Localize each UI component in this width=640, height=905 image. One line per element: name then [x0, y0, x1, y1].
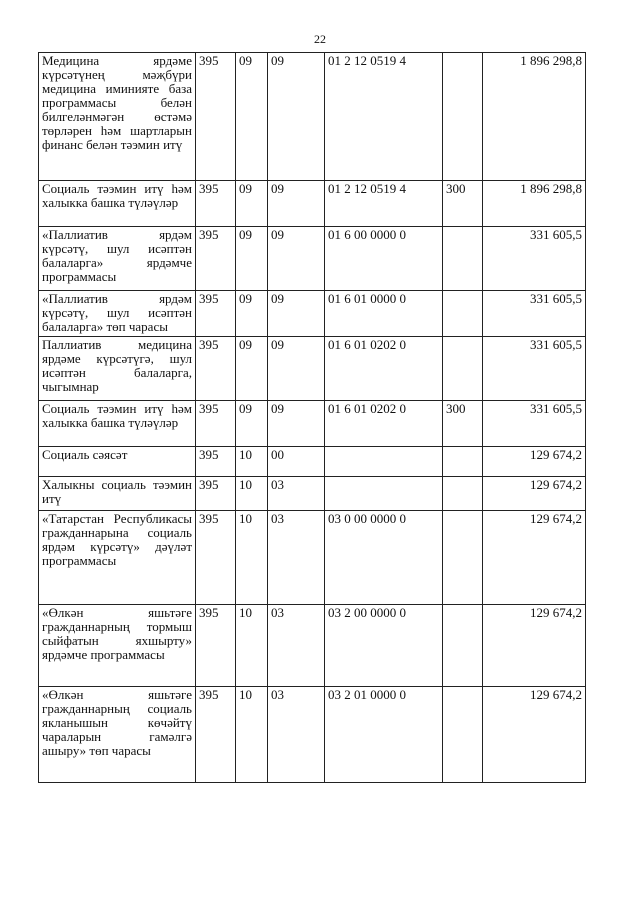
ministry-code-cell: 395 [196, 511, 236, 605]
target-article-cell: 01 2 12 0519 4 [325, 181, 443, 227]
expense-type-cell [443, 337, 483, 401]
expense-type-cell [443, 687, 483, 783]
subsection-code-cell: 09 [268, 181, 325, 227]
subsection-code-cell: 09 [268, 227, 325, 291]
row-name-cell: «Өлкән яшьтәге гражданнарның социаль якланышын көчәйтү чараларын гамәлгә ашыру» төп чарасы [39, 687, 196, 783]
amount-cell: 129 674,2 [483, 605, 586, 687]
section-code-cell: 09 [236, 53, 268, 181]
table-row [39, 477, 586, 511]
target-article-cell: 01 6 00 0000 0 [325, 227, 443, 291]
row-name-cell: Социаль сәясәт [39, 447, 196, 477]
amount-cell: 331 605,5 [483, 337, 586, 401]
table-row [39, 687, 586, 783]
row-name-cell: Халыкны социаль тәэмин итү [39, 477, 196, 511]
amount-cell: 129 674,2 [483, 687, 586, 783]
table-row [39, 337, 586, 401]
ministry-code-cell: 395 [196, 53, 236, 181]
target-article-cell: 01 2 12 0519 4 [325, 53, 443, 181]
section-code-cell: 09 [236, 227, 268, 291]
row-name-cell: Медицина ярдәме күрсәтүнең мәҗбүри медицина иминияте база программасы белән билгеләнмәгән өстәмә төрләрен һәм шартларын финанс белән тәэмин итү [39, 53, 196, 181]
table-row [39, 401, 586, 447]
ministry-code-cell: 395 [196, 337, 236, 401]
table-row [39, 291, 586, 337]
row-name-cell: «Паллиатив ярдәм күрсәтү, шул исәптән балаларга» төп чарасы [39, 291, 196, 337]
expense-type-cell [443, 227, 483, 291]
ministry-code-cell: 395 [196, 227, 236, 291]
ministry-code-cell: 395 [196, 181, 236, 227]
expense-type-cell [443, 511, 483, 605]
row-name-cell: Социаль тәэмин итү һәм халыкка башка түләүләр [39, 181, 196, 227]
target-article-cell: 01 6 01 0000 0 [325, 291, 443, 337]
amount-cell: 1 896 298,8 [483, 181, 586, 227]
target-article-cell: 03 0 00 0000 0 [325, 511, 443, 605]
ministry-code-cell: 395 [196, 401, 236, 447]
ministry-code-cell: 395 [196, 291, 236, 337]
subsection-code-cell: 09 [268, 291, 325, 337]
ministry-code-cell: 395 [196, 687, 236, 783]
section-code-cell: 09 [236, 291, 268, 337]
target-article-cell: 01 6 01 0202 0 [325, 337, 443, 401]
target-article-cell [325, 447, 443, 477]
subsection-code-cell: 09 [268, 337, 325, 401]
expense-type-cell [443, 605, 483, 687]
amount-cell: 129 674,2 [483, 447, 586, 477]
target-article-cell: 03 2 00 0000 0 [325, 605, 443, 687]
table-row [39, 511, 586, 605]
amount-cell: 1 896 298,8 [483, 53, 586, 181]
expense-type-cell: 300 [443, 181, 483, 227]
target-article-cell: 03 2 01 0000 0 [325, 687, 443, 783]
row-name-cell: «Татарстан Республикасы гражданнарына социаль ярдәм күрсәтү» дәүләт программасы [39, 511, 196, 605]
amount-cell: 331 605,5 [483, 291, 586, 337]
amount-cell: 129 674,2 [483, 477, 586, 511]
expense-type-cell [443, 291, 483, 337]
expense-type-cell [443, 53, 483, 181]
ministry-code-cell: 395 [196, 447, 236, 477]
ministry-code-cell: 395 [196, 477, 236, 511]
section-code-cell: 09 [236, 181, 268, 227]
row-name-cell: Социаль тәэмин итү һәм халыкка башка түләүләр [39, 401, 196, 447]
expense-type-cell [443, 477, 483, 511]
target-article-cell: 01 6 01 0202 0 [325, 401, 443, 447]
subsection-code-cell: 09 [268, 53, 325, 181]
subsection-code-cell: 03 [268, 511, 325, 605]
subsection-code-cell: 09 [268, 401, 325, 447]
section-code-cell: 09 [236, 401, 268, 447]
section-code-cell: 10 [236, 687, 268, 783]
subsection-code-cell: 03 [268, 687, 325, 783]
ministry-code-cell: 395 [196, 605, 236, 687]
section-code-cell: 10 [236, 447, 268, 477]
row-name-cell: Паллиатив медицина ярдәме күрсәтүгә, шул исәптән балаларга, чыгымнар [39, 337, 196, 401]
amount-cell: 129 674,2 [483, 511, 586, 605]
row-name-cell: «Өлкән яшьтәге гражданнарның тормыш сыйфатын яхшырту» ярдәмче программасы [39, 605, 196, 687]
section-code-cell: 10 [236, 477, 268, 511]
table-row [39, 227, 586, 291]
table-row [39, 447, 586, 477]
section-code-cell: 10 [236, 605, 268, 687]
amount-cell: 331 605,5 [483, 401, 586, 447]
expense-type-cell: 300 [443, 401, 483, 447]
table-row [39, 181, 586, 227]
expense-type-cell [443, 447, 483, 477]
target-article-cell [325, 477, 443, 511]
subsection-code-cell: 03 [268, 477, 325, 511]
amount-cell: 331 605,5 [483, 227, 586, 291]
section-code-cell: 10 [236, 511, 268, 605]
table-row [39, 605, 586, 687]
subsection-code-cell: 00 [268, 447, 325, 477]
table-row [39, 53, 586, 181]
row-name-cell: «Паллиатив ярдәм күрсәтү, шул исәптән балаларга» ярдәмче программасы [39, 227, 196, 291]
subsection-code-cell: 03 [268, 605, 325, 687]
section-code-cell: 09 [236, 337, 268, 401]
budget-table [38, 52, 586, 783]
page-number: 22 [314, 32, 326, 46]
